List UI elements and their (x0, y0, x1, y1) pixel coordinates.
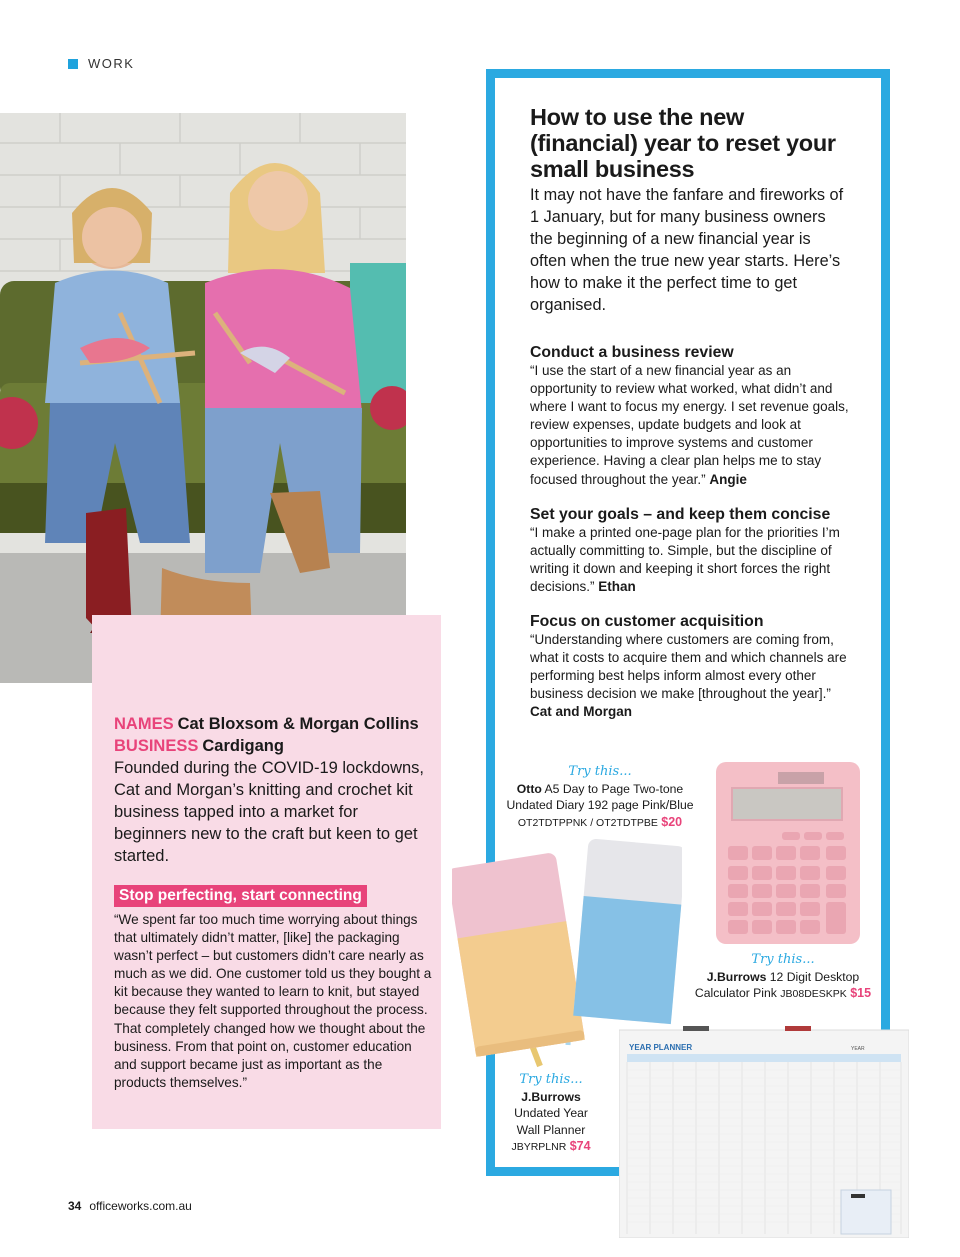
section-tag (68, 56, 134, 71)
calculator-name-line2: Calculator Pink JB08DESKPK $15 (694, 986, 872, 1000)
tip-title: Set your goals – and keep them concise (530, 505, 831, 523)
tip-body: “I use the start of a new financial year as an opportunity to review what worked, what didn’t and where I want to focus my energy. I set revenue goals, review expenses, update budgets and look at opportunities to improve systems and customer experience. Having a clear plan helps me to stay focused throughout the year.” Angie (530, 363, 849, 487)
calculator-name-line1: J.Burrows 12 Digit Desktop (706, 969, 860, 984)
business-key: BUSINESS (114, 737, 199, 755)
names-line (114, 713, 434, 735)
business-line (114, 735, 434, 757)
names-key: NAMES (114, 715, 174, 733)
profile-content (114, 713, 434, 1092)
footer-site[interactable]: officeworks.com.au (89, 1199, 192, 1213)
tip-title: Conduct a business review (530, 344, 734, 361)
tip-author: Cat and Morgan (530, 704, 633, 720)
tip-body: “I make a printed one-page plan for the priorities I’m actually committing to. Simple, but the discipline of writing it down and keeping it short forces the right decisions.” Ethan (530, 524, 840, 594)
planner-name-line2: Wall Planner (516, 1122, 586, 1137)
tip-section (530, 505, 850, 596)
profile-panel (92, 615, 441, 1129)
calculator-image (716, 762, 860, 944)
planner-brand: J.Burrows (521, 1089, 581, 1104)
planner-product-label (496, 1072, 606, 1156)
try-this-label: Try this... (519, 1072, 583, 1087)
tip-author: Ethan (598, 578, 636, 594)
subheading-pill: Stop perfecting, start connecting (114, 885, 367, 907)
calculator-product-label (690, 952, 876, 1003)
founders-photo (0, 113, 406, 683)
tips-content (530, 104, 850, 722)
diary-name-line2: Undated Diary 192 page Pink/Blue (506, 798, 694, 812)
try-this-label: Try this... (751, 952, 815, 967)
try-this-label: Try this... (568, 764, 632, 779)
diary-product-label (500, 764, 700, 831)
article-intro: It may not have the fanfare and fireworks of 1 January, but for many business owners the beginning of a new financial year is often when the true new year starts. Here’s how to make it the perfect time to get organised. (530, 186, 844, 314)
planner-year: YEAR (851, 1046, 865, 1052)
profile-description: Founded during the COVID-19 lockdowns, Cat and Morgan’s knitting and crochet kit business tapped into a market for beginners new to the craft but keen to get started. (114, 759, 425, 865)
diary-name-line1: Otto A5 Day to Page Two-tone (516, 781, 684, 796)
page-number: 34 (68, 1199, 82, 1213)
tip-body: “Understanding where customers are coming from, what it costs to acquire them and which channels are performing best helps inform almost every other business decision we make [throughout the year].” Cat and Morgan (530, 632, 847, 720)
names-value: Cat Bloxsom & Morgan Collins (177, 715, 419, 733)
tip-title: Focus on customer acquisition (530, 613, 764, 631)
article-headline: How to use the new (financial) year to reset your small business (530, 104, 836, 182)
business-value: Cardigang (202, 737, 284, 755)
section-square-icon (68, 59, 78, 69)
tip-section (530, 343, 850, 489)
profile-quote: “We spent far too much time worrying about things that ultimately didn’t matter, [like] the packaging wasn’t perfect – but customers didn’t care nearly as much as we did. One customer told us they bought a kit because they wanted to learn to knit, but stayed because they felt supported throughout the process. That completely changed how we thought about the business. From that point on, customer education and support became just as important as the products themselves.” (114, 912, 432, 1090)
section-label: WORK (88, 56, 135, 71)
planner-code-price: JBYRPLNR $74 (511, 1139, 591, 1153)
wall-planner-image (619, 1026, 909, 1238)
page-footer (68, 1199, 192, 1213)
diary-code-price: OT2TDTPPNK / OT2TDTPBE $20 (517, 814, 683, 829)
tip-author: Angie (709, 471, 747, 487)
planner-title: YEAR PLANNER (629, 1043, 693, 1052)
tip-section (530, 612, 850, 721)
planner-name-line1: Undated Year (514, 1106, 588, 1120)
